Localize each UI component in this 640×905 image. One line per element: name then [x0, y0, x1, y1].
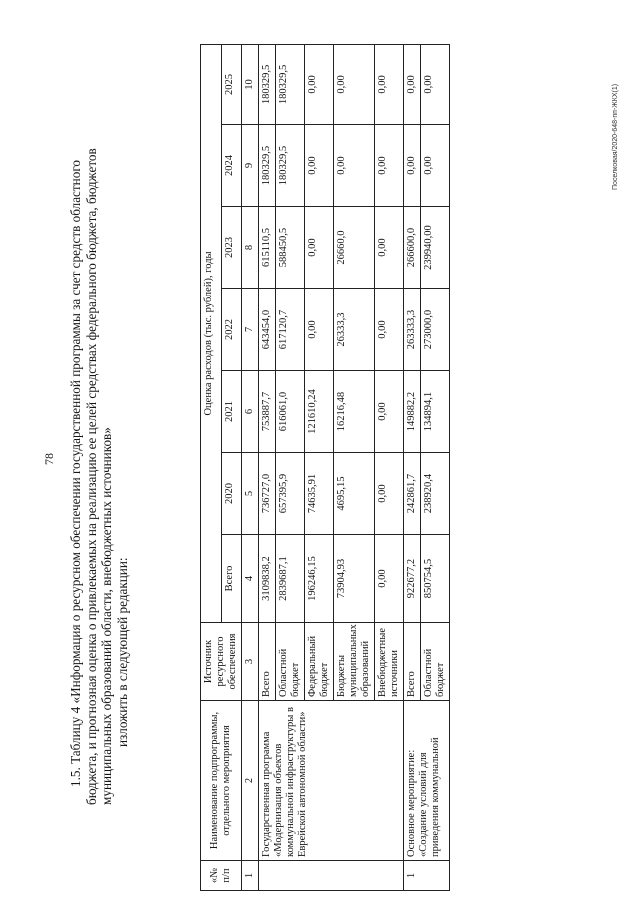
- header-year: 2022: [221, 289, 242, 371]
- intro-line-3: муниципальных образований области, внебюджетных источников»: [99, 427, 114, 805]
- header-name: Наименование подпрограммы, отдельного мероприятия: [201, 701, 242, 861]
- value-cell: 0,00: [334, 125, 375, 207]
- header-year: 2021: [221, 371, 242, 453]
- value-cell: 657395,9: [276, 453, 305, 535]
- value-cell: 643454,0: [259, 289, 276, 371]
- table-row: [259, 44, 276, 890]
- value-cell: 615110,5: [259, 207, 276, 289]
- source-cell: Внебюджетные источники: [375, 623, 404, 701]
- value-cell: 922677,2: [404, 535, 421, 623]
- value-cell: 0,00: [305, 207, 334, 289]
- value-cell: 0,00: [305, 44, 334, 124]
- resource-table: [200, 44, 450, 891]
- value-cell: 0,00: [334, 44, 375, 124]
- source-cell: Областной бюджет: [421, 623, 450, 701]
- column-number: 6: [242, 371, 259, 453]
- value-cell: 0,00: [375, 289, 404, 371]
- value-cell: 0,00: [305, 289, 334, 371]
- intro-line-1: 1.5. Таблицу 4 «Информация о ресурсном обеспечении государственной программы за счет средств областного: [68, 160, 83, 787]
- header-source: Источник ресурсного обеспечения: [201, 623, 242, 701]
- activity-name: Основное мероприятие: «Создание условий для приведения коммунальной: [404, 701, 450, 861]
- value-cell: 4695,15: [334, 453, 375, 535]
- value-cell: 26660,0: [334, 207, 375, 289]
- header-year: 2024: [221, 125, 242, 207]
- value-cell: 238920,4: [421, 453, 450, 535]
- header-row-1: [201, 44, 222, 890]
- column-number: 7: [242, 289, 259, 371]
- value-cell: 0,00: [404, 44, 421, 124]
- value-cell: 0,00: [375, 453, 404, 535]
- column-number-row: [242, 44, 259, 890]
- value-cell: 0,00: [421, 125, 450, 207]
- value-cell: 73904,93: [334, 535, 375, 623]
- value-cell: 121610,24: [305, 371, 334, 453]
- source-cell: Всего: [259, 623, 276, 701]
- value-cell: 0,00: [375, 125, 404, 207]
- header-estimate: Оценка расходов (тыс. рублей), годы: [201, 44, 222, 622]
- header-year: Всего: [221, 535, 242, 623]
- value-cell: 196246,15: [305, 535, 334, 623]
- column-number: 3: [242, 623, 259, 701]
- value-cell: 0,00: [375, 44, 404, 124]
- column-number: 9: [242, 125, 259, 207]
- header-year: 2020: [221, 453, 242, 535]
- value-cell: 0,00: [305, 125, 334, 207]
- column-number: 8: [242, 207, 259, 289]
- column-number: 1: [242, 861, 259, 891]
- value-cell: 180329,5: [259, 125, 276, 207]
- column-number: 4: [242, 535, 259, 623]
- value-cell: 3109838,2: [259, 535, 276, 623]
- value-cell: 239940,00: [421, 207, 450, 289]
- value-cell: 0,00: [404, 125, 421, 207]
- value-cell: 266600,0: [404, 207, 421, 289]
- value-cell: 0,00: [375, 207, 404, 289]
- page-number: 78: [42, 453, 56, 465]
- value-cell: 74635,91: [305, 453, 334, 535]
- value-cell: 0,00: [375, 535, 404, 623]
- value-cell: 242861,7: [404, 453, 421, 535]
- header-year: 2023: [221, 207, 242, 289]
- value-cell: 273000,0: [421, 289, 450, 371]
- value-cell: 180329,5: [276, 125, 305, 207]
- column-number: 2: [242, 701, 259, 861]
- value-cell: 588450,5: [276, 207, 305, 289]
- value-cell: 2839687,1: [276, 535, 305, 623]
- source-cell: Всего: [404, 623, 421, 701]
- value-cell: 16216,48: [334, 371, 375, 453]
- row-num: [259, 861, 404, 891]
- value-cell: 850754,5: [421, 535, 450, 623]
- document-signature: Поселковая/2020-648-пп-ЖКХ(1): [612, 83, 619, 190]
- value-cell: 180329,5: [276, 44, 305, 124]
- value-cell: 753887,7: [259, 371, 276, 453]
- row-num: 1: [404, 861, 450, 891]
- value-cell: 180329,5: [259, 44, 276, 124]
- program-name: Государственная программа «Модернизация объектов коммунальной инфраструктуры в Еврейской автономной области»: [259, 701, 404, 861]
- value-cell: 263333,3: [404, 289, 421, 371]
- intro-line-2: бюджета, и прогнозная оценка о привлекаемых на реализацию ее целей средствах федерального бюджета, бюджетов: [83, 148, 99, 805]
- header-year: 2025: [221, 44, 242, 124]
- value-cell: 736727,0: [259, 453, 276, 535]
- value-cell: 617120,7: [276, 289, 305, 371]
- column-number: 10: [242, 44, 259, 124]
- column-number: 5: [242, 453, 259, 535]
- header-num: «№ п/п: [201, 861, 242, 891]
- source-cell: Областной бюджет: [276, 623, 305, 701]
- value-cell: 149882,2: [404, 371, 421, 453]
- source-cell: Бюджеты муниципальных образований: [334, 623, 375, 701]
- intro-text: [68, 45, 130, 805]
- value-cell: 134894,1: [421, 371, 450, 453]
- value-cell: 616061,0: [276, 371, 305, 453]
- intro-line-4: изложить в следующей редакции:: [114, 557, 130, 747]
- table-row: [404, 44, 421, 890]
- value-cell: 0,00: [421, 44, 450, 124]
- value-cell: 26333,3: [334, 289, 375, 371]
- source-cell: Федеральный бюджет: [305, 623, 334, 701]
- value-cell: 0,00: [375, 371, 404, 453]
